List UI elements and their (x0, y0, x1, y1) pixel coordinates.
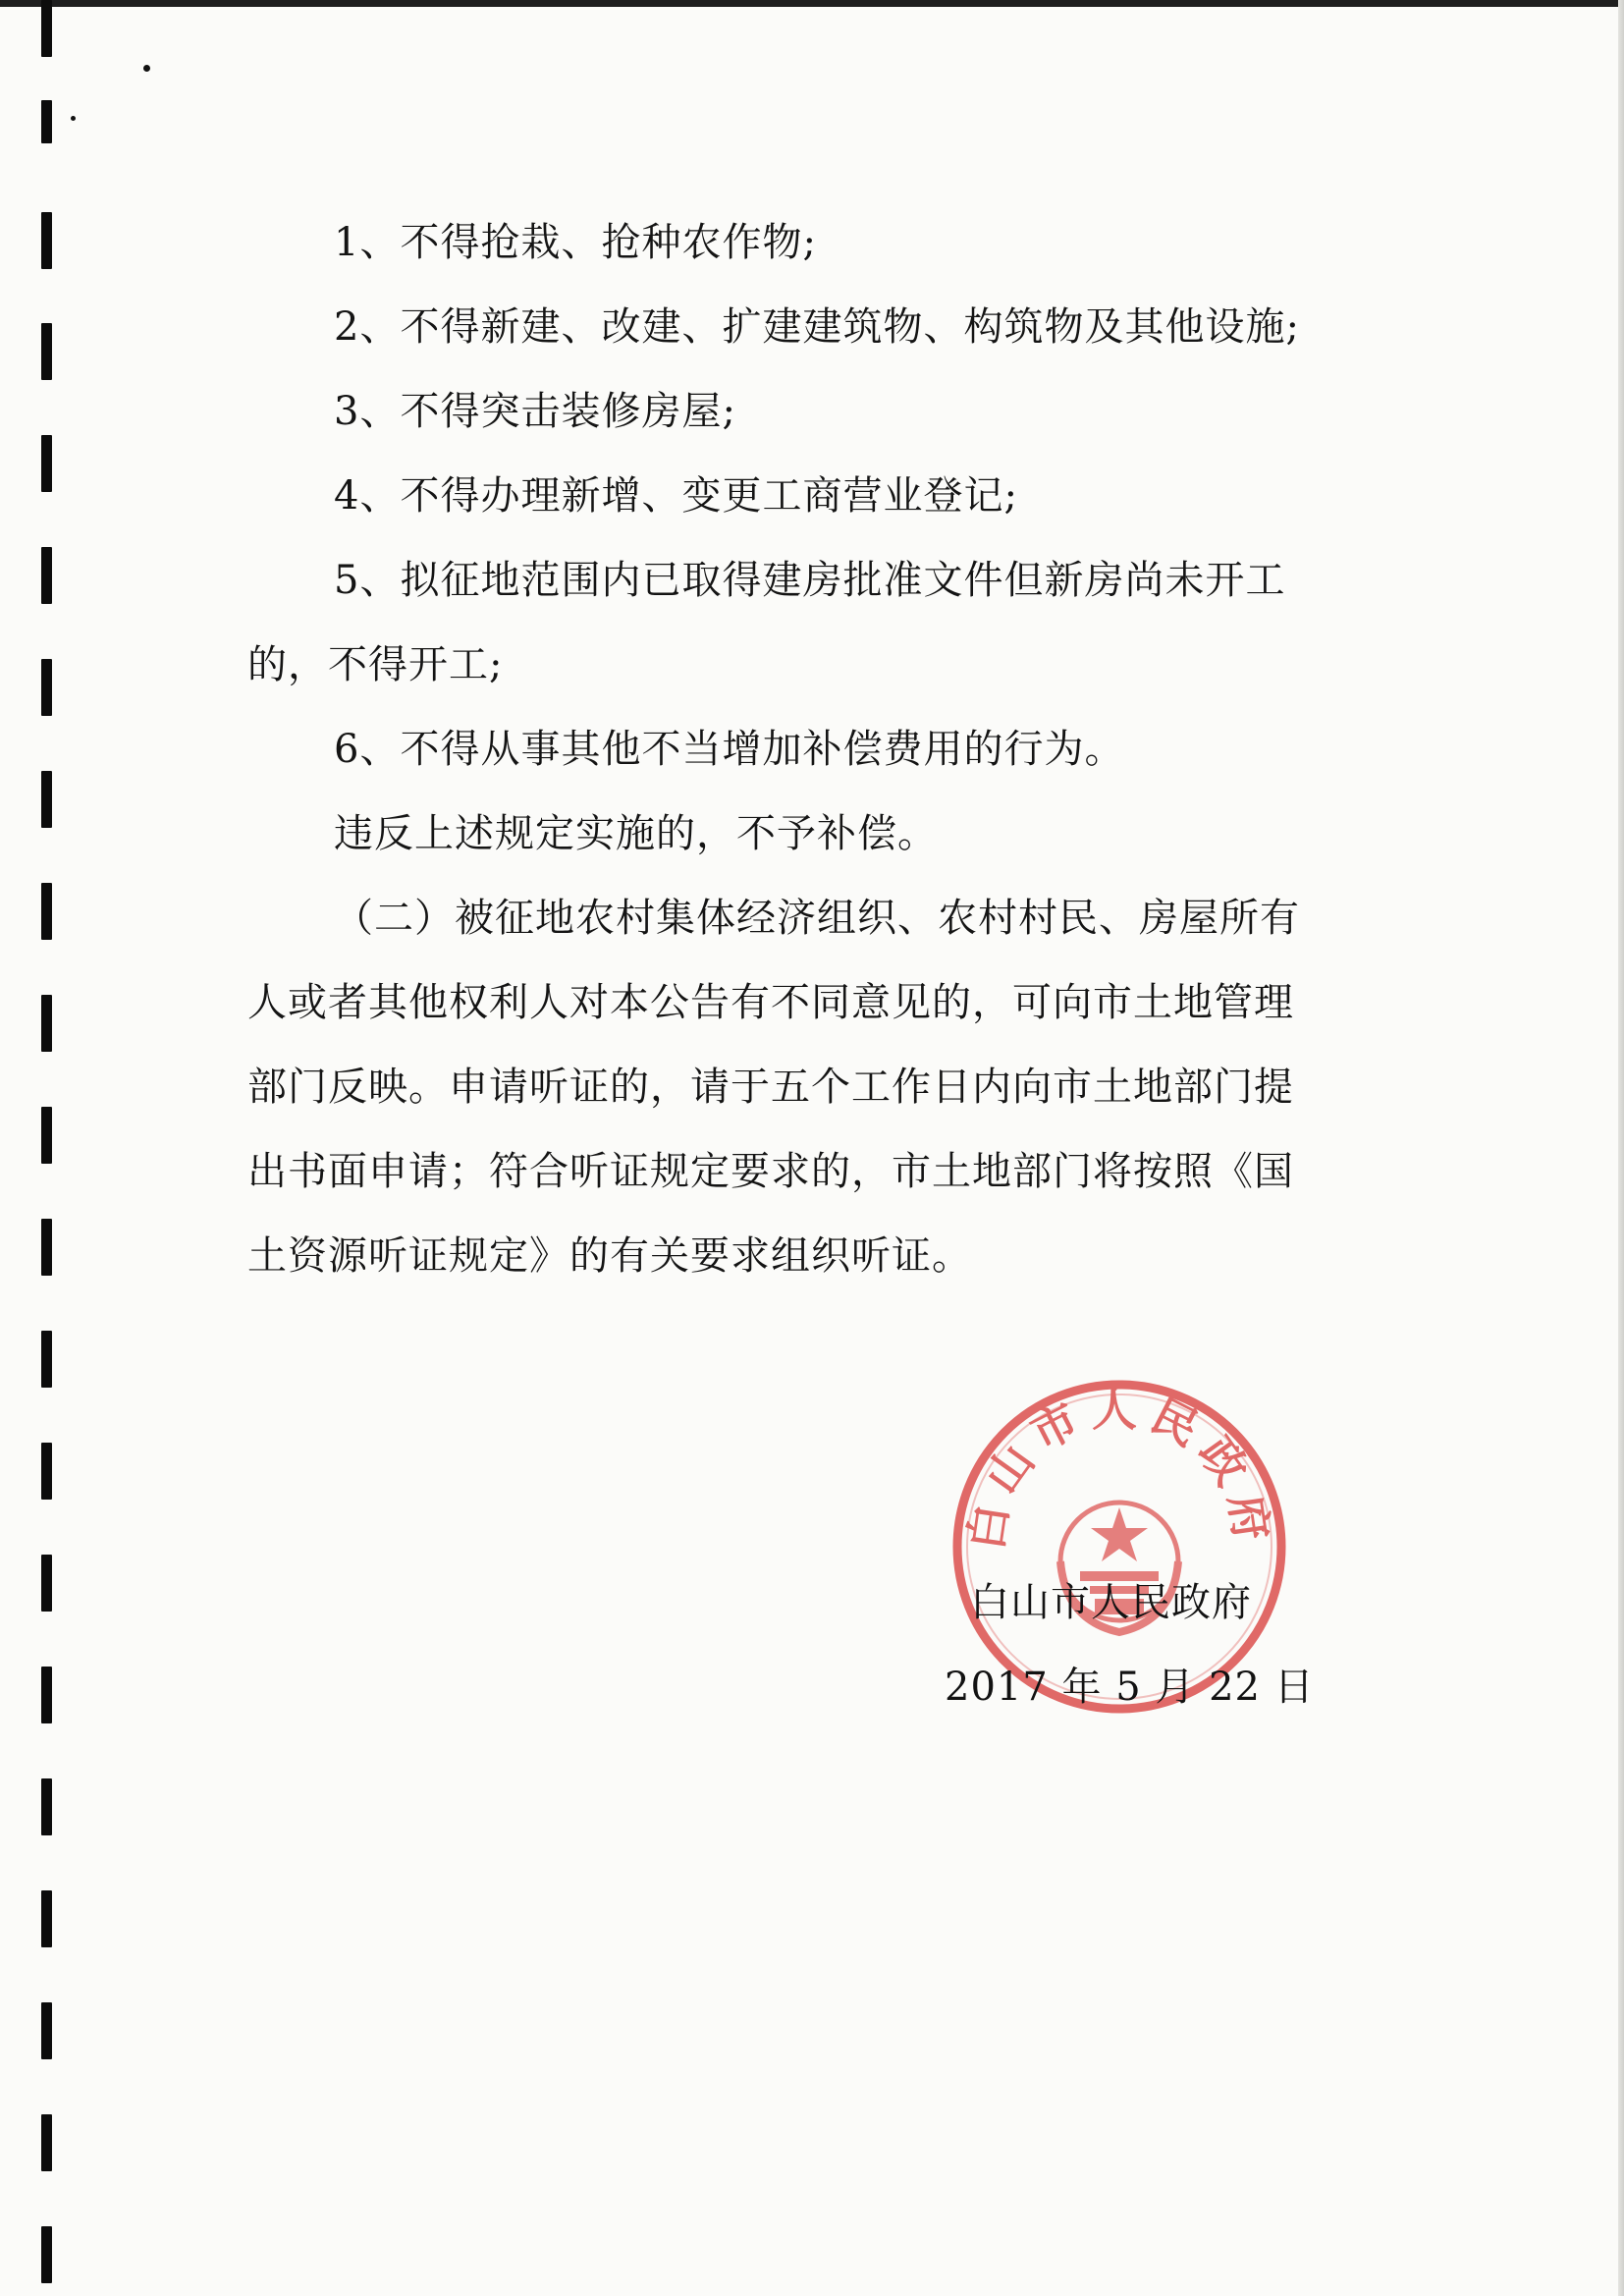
scan-top-edge (0, 0, 1624, 7)
paragraph-line: 5、拟征地范围内已取得建房批准文件但新房尚未开工 (334, 558, 1286, 603)
scan-speck (71, 116, 76, 121)
binding-mark (41, 883, 52, 940)
binding-mark (41, 547, 52, 604)
binding-mark (41, 1778, 52, 1835)
binding-mark (41, 1555, 52, 1612)
scan-right-edge (1618, 0, 1624, 2296)
binding-mark (41, 771, 52, 828)
signer-name: 白山市人民政府 (970, 1580, 1252, 1625)
paragraph-line: 2、不得新建、改建、扩建建筑物、构筑物及其他设施; (334, 304, 1300, 350)
binding-mark (41, 2114, 52, 2171)
paragraph-line: 土资源听证规定》的有关要求组织听证。 (247, 1233, 972, 1279)
paragraph-line: 人或者其他权利人对本公告有不同意见的，可向市土地管理 (247, 980, 1294, 1025)
paragraph-line: 出书面申请；符合听证规定要求的，市土地部门将按照《国 (247, 1149, 1294, 1194)
binding-mark (41, 212, 52, 269)
signature-block (918, 1375, 1330, 1748)
binding-mark (41, 435, 52, 492)
seal-text: 白山市人民政府 (958, 1383, 1280, 1554)
scan-speck (143, 65, 150, 72)
paragraph-line: 1、不得抢栽、抢种农作物; (334, 220, 817, 265)
binding-mark (41, 1219, 52, 1276)
paragraph-line: 部门反映。申请听证的，请于五个工作日内向市土地部门提 (247, 1065, 1294, 1110)
paragraph-line: 的，不得开工; (247, 642, 504, 687)
binding-mark (41, 1443, 52, 1500)
binding-mark (41, 323, 52, 380)
paragraph-line: 6、不得从事其他不当增加补偿费用的行为。 (334, 727, 1125, 772)
paragraph-line: 3、不得突击装修房屋; (334, 389, 736, 434)
binding-mark (41, 2002, 52, 2059)
binding-holes (35, 0, 59, 2296)
binding-mark (41, 659, 52, 716)
paragraph-line: 4、不得办理新增、变更工商营业登记; (334, 473, 1018, 519)
binding-mark (41, 1331, 52, 1388)
binding-mark (41, 995, 52, 1052)
binding-mark (41, 100, 52, 143)
binding-mark (41, 1890, 52, 1947)
paragraph-line: 违反上述规定实施的，不予补偿。 (334, 811, 938, 856)
binding-mark (41, 1107, 52, 1164)
issue-date: 2017 年 5 月 22 日 (945, 1665, 1315, 1710)
binding-mark (41, 1667, 52, 1723)
binding-mark (41, 2226, 52, 2283)
binding-mark (41, 0, 52, 57)
paragraph-line: （二）被征地农村集体经济组织、农村村民、房屋所有 (334, 896, 1300, 941)
